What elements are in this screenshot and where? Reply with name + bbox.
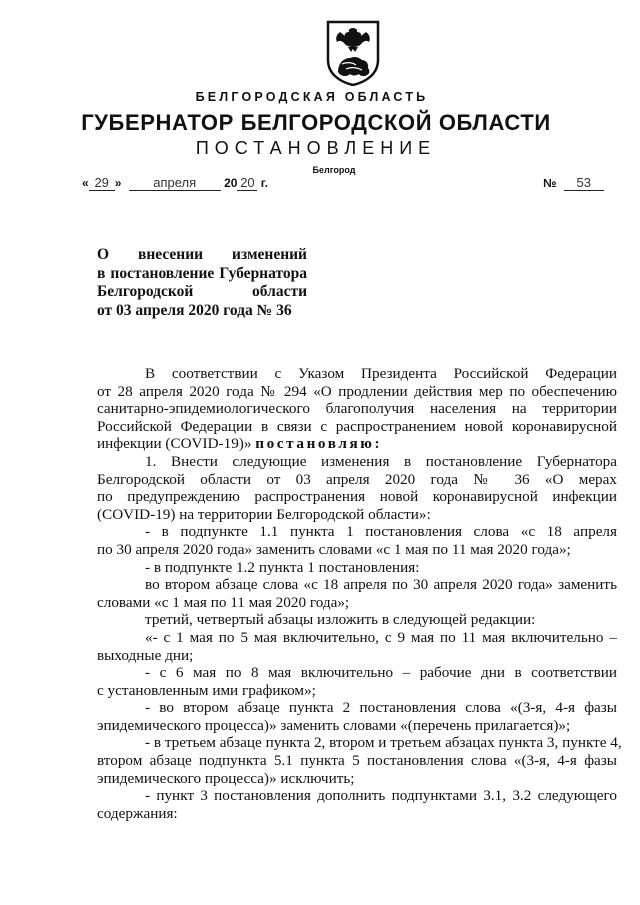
title-line: Белгородской области [97,283,307,300]
date-day: 29 [89,176,115,191]
paragraph [97,664,617,699]
date-close-quote: » [114,176,122,190]
city-label: Белгород [312,165,356,175]
text-line: - пункт 3 постановления дополнить подпунктами 3.1, 3.2 следующего [145,787,617,805]
document-date [82,176,268,191]
paragraph-preamble [97,365,617,453]
text-line: с установленным ими графиком»; [97,681,316,699]
text-line: по предупреждению распространения новой коронавирусной инфекции [97,488,617,506]
text-line: словами «с 1 мая по 11 мая 2020 года»; [97,593,350,611]
text-line: во втором абзаце слова «с 18 апреля по 30 апреля 2020 года» заменить [145,576,617,594]
paragraph [97,559,617,577]
text-line: инфекции (COVID-19)» [97,435,252,453]
paragraph [97,629,617,664]
date-month: апреля [129,176,221,191]
paragraph-item-1 [97,453,617,523]
text-line: выходные дни; [97,646,194,664]
document-type-heading: ПОСТАНОВЛЕНИЕ [195,138,437,158]
text-line: - с 6 мая по 8 мая включительно – рабочие дни в соответствии [145,664,617,682]
text-line: - в третьем абзаце пункта 2, втором и третьем абзацах пункта 3, пункте 4, [145,734,622,752]
document-body [97,365,622,822]
text-line: санитарно-эпидемиологического благополучия населения на территории [97,400,617,418]
region-heading: БЕЛГОРОДСКАЯ ОБЛАСТЬ [195,90,429,104]
text-line: Российской Федерации в связи с распространением новой коронавирусной [97,417,617,435]
paragraph [97,734,622,787]
text-line: - во втором абзаце пункта 2 постановления слова «(3-я, 4-я фазы [145,699,617,717]
document-number [543,176,604,191]
date-year-mark: г. [260,176,268,190]
paragraph [97,611,617,629]
title-line: от 03 апреля 2020 года № 36 [97,301,292,319]
document-title [97,246,307,320]
paragraph [97,787,617,822]
text-line: (COVID-19) на территории Белгородской области»: [97,505,431,523]
text-line: третий, четвертый абзацы изложить в следующей редакции: [145,611,536,629]
date-open-quote: « [82,176,89,190]
paragraph [97,576,617,611]
title-line: О внесении изменений [97,246,307,263]
text-line: «- с 1 мая по 5 мая включительно, с 9 мая по 11 мая включительно – [145,628,617,646]
text-line: втором абзаце подпункта 5.1 пункта 5 постановления слова «(3-я, 4-я фазы [97,752,617,770]
text-line: по 30 апреля 2020 года» заменить словами «с 1 мая по 11 мая 2020 года»; [97,540,571,558]
text-line: Белгородской области от 03 апреля 2020 года № 36 «О мерах [97,470,617,488]
title-line: в постановление Губернатора [97,264,307,282]
coat-of-arms-icon [326,20,380,86]
text-line: эпидемического процесса)» заменить словами «(перечень прилагается)»; [97,716,571,734]
paragraph [97,523,617,558]
text-line: содержания: [97,804,178,822]
number-label: № [543,176,557,190]
governor-heading: ГУБЕРНАТОР БЕЛГОРОДСКОЙ ОБЛАСТИ [81,110,551,135]
text-line: В соответствии с Указом Президента Российской Федерации [145,365,617,382]
date-year-suffix: 20 [237,176,257,191]
resolution-word: постановляю: [255,435,383,453]
number-value: 53 [564,176,604,191]
text-line: - в подпункте 1.1 пункта 1 постановления слова «с 18 апреля [145,523,617,541]
text-line: от 28 апреля 2020 года № 294 «О продлении действия мер по обеспечению [97,382,617,400]
date-year-prefix: 20 [224,176,238,190]
text-line: - в подпункте 1.2 пункта 1 постановления: [145,558,420,576]
text-line: эпидемического процесса)» исключить; [97,769,355,787]
text-line: 1. Внести следующие изменения в постановление Губернатора [145,452,617,470]
paragraph [97,699,617,734]
